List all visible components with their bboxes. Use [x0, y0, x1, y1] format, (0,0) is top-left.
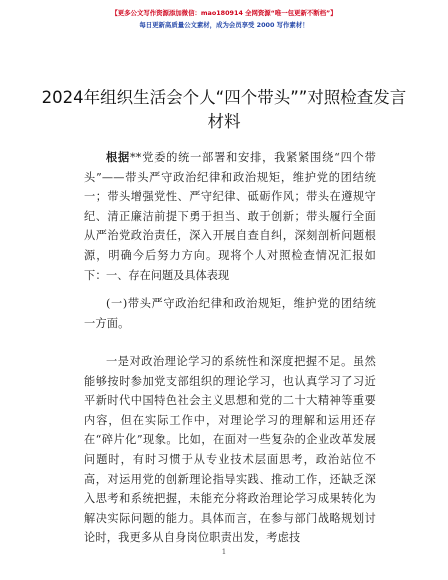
intro-text: **党委的统一部署和安排，我紧紧围绕“四个带头”——带头严守政治纪律和政治规矩，维护党的团结统一；带头增强党性、严守纪律、砥砺作风；带头在遵规守纪、清正廉洁前提下勇于担当、敢于创新；带头履行全面从严治党政治责任，深入开展自查自纠，深刻剖析问题根源，明确今后努力方向。现将个人对照检查情况汇报如下：	[84, 151, 377, 282]
promo-banner-top: 【更多公文写作资源添加微信：mao180914 全网资源“唯一包更新不断档”】	[111, 9, 337, 17]
promo-banner-subline: 每日更新高质量公文素材，成为会员享受 2000 写作素材！	[139, 21, 309, 29]
section-heading: 一、存在问题及具体表现	[106, 269, 230, 282]
intro-paragraph	[84, 148, 376, 285]
document-title: 2024年组织生活会个人“四个带头””对照检查发言材料	[41, 88, 407, 131]
page-number: 1	[221, 548, 227, 556]
body-paragraph: 一是对政治理论学习的系统性和深度把握不足。虽然能够按时参加党支部组织的理论学习，也认真学习了习近平新时代中国特色社会主义思想和党的二十大精神等重要内容，但在实际工作中，对理论学习的理解和运用还存在“碎片化”现象。比如，在面对一些复杂的企业改革发展问题时，有时习惯于从专业技术层面思考，政治站位不高，对运用党的创新理论指导实践、推动工作，还缺乏深入思考和系统把握，未能充分将政治理论学习成果转化为解决实际问题的能力。具体而言，在参与部门战略规划讨论时，我更多从自身岗位职责出发，考虑技	[84, 355, 376, 545]
intro-lead: 根据	[106, 150, 130, 164]
sub-heading: (一)带头严守政治纪律和政治规矩，维护党的团结统一方面。	[84, 297, 376, 330]
